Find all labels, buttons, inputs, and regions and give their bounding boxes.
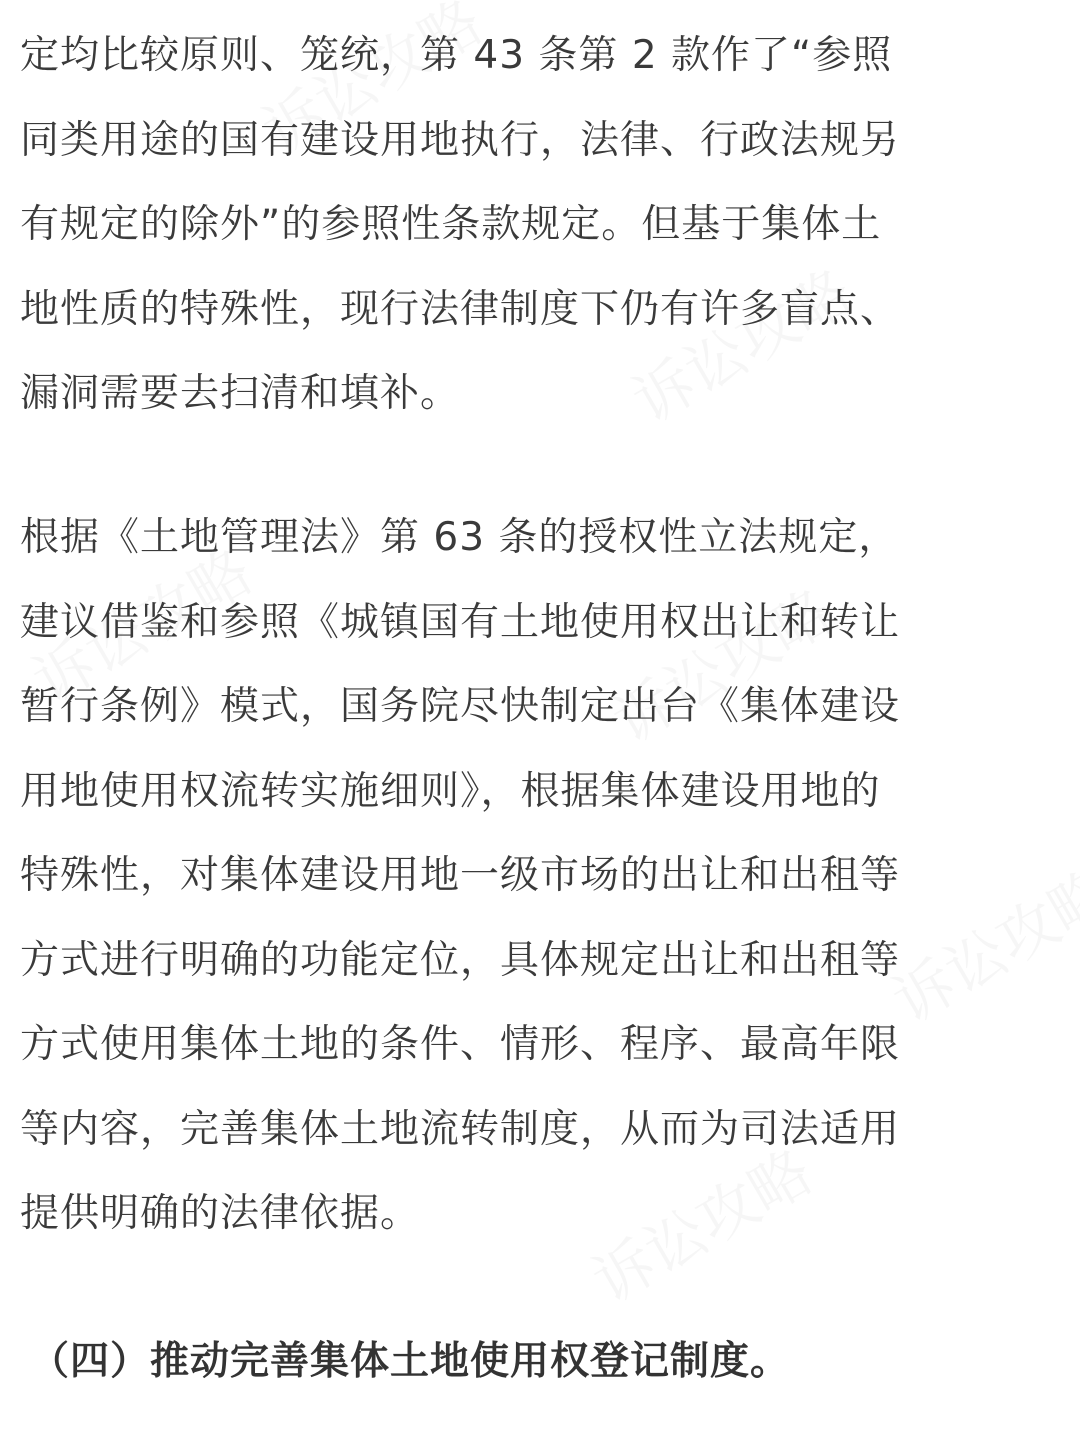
paragraph-line: 提供明确的法律依据。 bbox=[20, 1191, 421, 1236]
paragraph-line: 同类用途的国有建设用地执行，法律、行政法规另 bbox=[20, 117, 901, 163]
paragraph-line: 定均比较原则、笼统，第 43 条第 2 款作了“参照 bbox=[20, 33, 893, 78]
paragraph-1 bbox=[20, 14, 900, 437]
paragraph-line: 有规定的除外”的参照性条款规定。但基于集体土 bbox=[20, 202, 882, 247]
section-heading: （四）推动完善集体土地使用权登记制度。 bbox=[30, 1339, 791, 1384]
watermark-5 bbox=[875, 846, 1080, 1040]
paragraph-line: 根据《土地管理法》第 63 条的授权性立法规定， bbox=[20, 515, 899, 560]
paragraph-2 bbox=[20, 496, 900, 1257]
paragraph-line: 方式使用集体土地的条件、情形、程序、最高年限 bbox=[20, 1022, 901, 1067]
paragraph-line: 漏洞需要去扫清和填补。 bbox=[20, 371, 461, 416]
paragraph-line: 暂行条例》模式，国务院尽快制定出台《集体建设 bbox=[20, 684, 901, 729]
paragraph-line: 建议借鉴和参照《城镇国有土地使用权出让和转让 bbox=[20, 599, 901, 645]
paragraph-line: 方式进行明确的功能定位，具体规定出让和出租等 bbox=[20, 937, 901, 983]
paragraph-line: 特殊性，对集体建设用地一级市场的出让和出租等 bbox=[20, 853, 901, 898]
paragraph-line: 用地使用权流转实施细则》，根据集体建设用地的 bbox=[20, 768, 881, 814]
paragraph-line: 地性质的特殊性，现行法律制度下仍有许多盲点、 bbox=[20, 286, 901, 332]
paragraph-line: 等内容，完善集体土地流转制度，从而为司法适用 bbox=[20, 1106, 901, 1152]
